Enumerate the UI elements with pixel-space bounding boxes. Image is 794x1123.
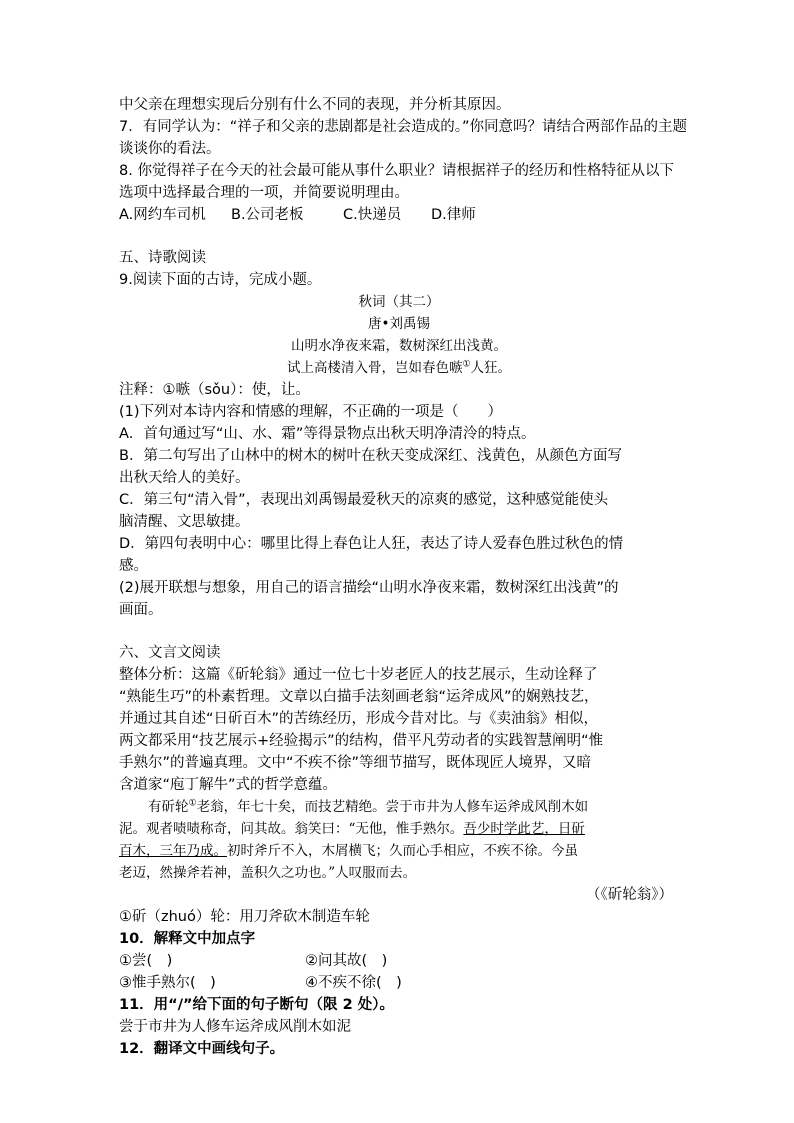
q7-line2: 谈谈你的看法。: [119, 141, 221, 157]
q10-item-2: ②问其故( ): [305, 953, 388, 969]
q9-option-b-line1: B．第二句写出了山林中的树木的树叶在秋天变成深红、浅黄色，从颜色方面写: [119, 448, 622, 464]
poem-line-2: [119, 357, 679, 379]
analysis-line-2: “熟能生巧”的朴素哲理。文章以白描手法刻画老翁“运斧成风”的娴熟技艺，: [119, 689, 599, 705]
poem-author: 唐•刘禹锡: [368, 316, 430, 332]
passage-line-2-a: 泥。观者啧啧称奇，问其故。翁笑曰：“无他，惟手熟尔。: [119, 821, 464, 837]
q8-line2: 选项中选择最合理的一项，并简要说明理由。: [119, 185, 409, 201]
q9-option-b-line2: 出秋天给人的美好。: [119, 470, 250, 486]
passage-footnote: ①斫（zhuó）轮：用刀斧砍木制造车轮: [119, 909, 370, 925]
q11-sentence: 尝于市井为人修车运斧成风削木如泥: [119, 1019, 351, 1035]
passage-source: （《斫轮翁》）: [586, 887, 673, 903]
passage-line-2: [119, 818, 679, 840]
q10-row-1: [119, 950, 679, 972]
q9-sub2-line2: 画面。: [119, 602, 163, 618]
footnote-marker: ①: [462, 359, 471, 370]
poem-note: 注释：①嗾（sǒu）：使，让。: [119, 382, 310, 398]
passage-line-1-b: 老翁，年七十矣，而技艺精绝。尝于市井为人修车运斧成风削木如: [196, 799, 589, 815]
q9-option-a: A．首句通过写“山、水、霜”等得景物点出秋天明净清泠的特点。: [119, 426, 536, 442]
passage-line-4: 老迈，然操斧若神，盖积久之功也。”人叹服而去。: [119, 865, 417, 881]
q10-stem: 10．解释文中加点字: [119, 931, 256, 947]
q10-item-4: ④不疾不徐( ): [305, 975, 402, 991]
analysis-line-6: 含道家“庖丁解牛”式的哲学意蕴。: [119, 777, 338, 793]
q9-sub2-line1: (2)展开联想与想象，用自己的语言描绘“山明水净夜来霜，数树深红出浅黄”的: [119, 580, 619, 596]
q6-tail: 中父亲在理想实现后分别有什么不同的表现，并分析其原因。: [119, 97, 511, 113]
q9-stem: 9.阅读下面的古诗，完成小题。: [119, 272, 322, 288]
q11-stem: 11．用“/”给下面的句子断句（限 2 处）。: [119, 997, 394, 1013]
analysis-line-3: 并通过其自述“日斫百木”的苦练经历，形成今昔对比。与《卖油翁》相似，: [119, 711, 599, 727]
q9-sub1: (1)下列对本诗内容和情感的理解，不正确的一项是（ ）: [119, 404, 503, 420]
q8-options: [119, 204, 679, 226]
section5-heading: 五、诗歌阅读: [119, 250, 206, 266]
analysis-line-1: 整体分析：这篇《斫轮翁》通过一位七十岁老匠人的技艺展示，生动诠释了: [119, 667, 598, 683]
q9-option-c-line2: 脑清醒、文思敏捷。: [119, 514, 250, 530]
q8-option-c: C.快递员: [343, 207, 402, 223]
q7-line1: 7．有同学认为：“祥子和父亲的悲剧都是社会造成的。”你同意吗？请结合两部作品的主题: [119, 119, 687, 135]
section6-heading: 六、文言文阅读: [119, 645, 221, 661]
q8-option-b: B.公司老板: [231, 207, 304, 223]
passage-line-1-a: 有斫轮: [148, 799, 189, 815]
passage-line-1: [119, 796, 679, 818]
poem-title: 秋词（其二）: [358, 294, 440, 310]
q9-option-d-line1: D．第四句表明中心：哪里比得上春色让人狂，表达了诗人爱春色胜过秋色的情: [119, 536, 624, 552]
passage-line-3-b: 初时斧斤不入，木屑横飞；久而心手相应，不疾不徐。今虽: [227, 843, 578, 859]
q10-item-1: ①尝( ): [119, 953, 173, 969]
analysis-line-5: 手熟尔”的普遍真理。文中“不疾不徐”等细节描写，既体现匠人境界，又暗: [119, 755, 592, 771]
analysis-line-4: 两文都采用“技艺展示+经验揭示”的结构，借平凡劳动者的实践智慧阐明“惟: [119, 733, 604, 749]
poem-line-2-a: 试上高楼清入骨，岂如春色嗾: [286, 360, 463, 376]
q12-stem: 12．翻译文中画线句子。: [119, 1041, 285, 1057]
poem-line-1: 山明水净夜来霜，数树深红出浅黄。: [291, 338, 507, 354]
q9-option-c-line1: C．第三句“清入骨”，表现出刘禹锡最爱秋天的凉爽的感觉，这种感觉能使头: [119, 492, 609, 508]
poem-line-2-b: 人狂。: [470, 360, 512, 376]
q10-item-3: ③惟手熟尔( ): [119, 975, 216, 991]
q8-line1: 8. 你觉得祥子在今天的社会最可能从事什么职业？请根据祥子的经历和性格特征从以下: [119, 163, 674, 179]
q9-option-d-line2: 感。: [119, 558, 148, 574]
document-page: [119, 94, 687, 1060]
footnote-marker: ①: [188, 798, 197, 809]
q8-option-a: A.网约车司机: [119, 207, 206, 223]
underlined-sentence: 百木，三年乃成。: [119, 843, 227, 859]
q8-option-d: D.律师: [431, 207, 476, 223]
q10-row-2: [119, 972, 679, 994]
underlined-sentence: 吾少时学此艺，日斫: [463, 821, 585, 837]
passage-line-3: [119, 840, 679, 862]
